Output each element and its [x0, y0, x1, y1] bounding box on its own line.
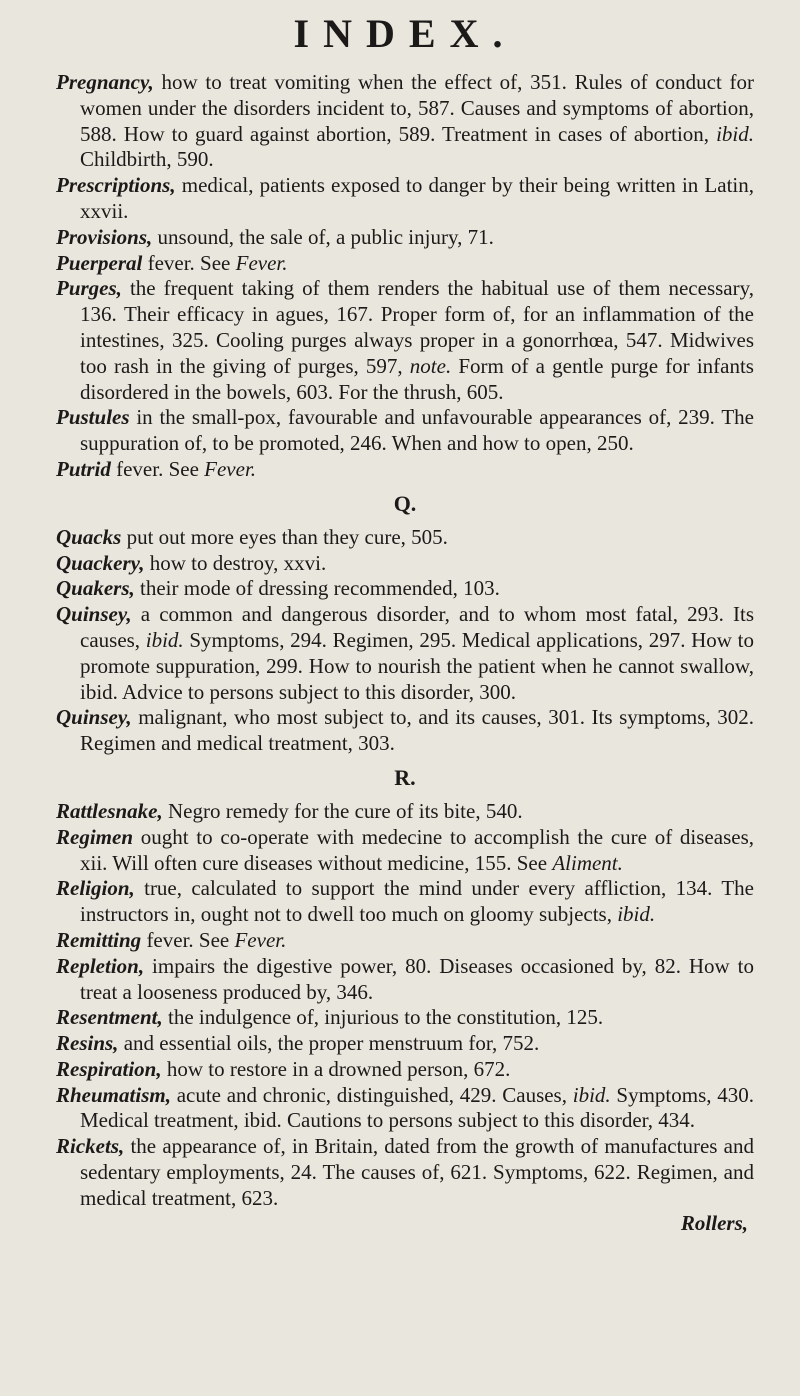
entry-text: fever. See — [141, 927, 235, 952]
entry-text: the appearance of, in Britain, dated from the growth of manufactures and sedentary employments, 24. The causes of, 621. Symptoms, 622. Regimen, and medical treatment, 623. — [80, 1134, 754, 1210]
entry-text: fever. See — [110, 456, 205, 481]
index-entry — [56, 1005, 754, 1031]
entry-text: and essential oils, the proper menstruum for, 752. — [118, 1031, 540, 1056]
entry-text: Negro remedy for the cure of its bite, 540. — [162, 798, 523, 823]
entry-headword: Pregnancy, — [56, 70, 154, 94]
index-entry — [56, 551, 754, 577]
index-entry — [56, 825, 754, 877]
entry-headword: Pustules — [56, 405, 130, 430]
entry-italic-ref: Fever. — [204, 456, 257, 481]
index-entry — [56, 954, 754, 1006]
entry-text: a common and dangerous disorder, and to whom most fatal, 293. Its causes, — [80, 602, 754, 652]
entry-italic-ref: Fever. — [235, 250, 288, 275]
entry-headword: Resentment, — [56, 1005, 163, 1030]
index-entry — [56, 799, 754, 825]
entry-text: fever. See — [142, 250, 236, 275]
entry-headword: Rickets, — [56, 1134, 125, 1159]
entries-p — [56, 70, 754, 483]
entry-text: the indulgence of, injurious to the constitution, 125. — [162, 1005, 604, 1030]
index-entry — [56, 173, 754, 225]
entry-headword: Putrid — [56, 456, 111, 481]
index-entry — [56, 576, 754, 602]
catchword: Rollers, — [680, 1210, 748, 1235]
entry-text: their mode of dressing recommended, 103. — [134, 576, 500, 601]
entry-italic-ref: Aliment. — [552, 850, 623, 875]
entry-headword: Quacks — [56, 524, 122, 549]
section-letter-q: Q. — [393, 490, 417, 516]
index-entry — [56, 1083, 754, 1135]
entry-text: how to destroy, xxvi. — [144, 550, 327, 575]
entry-text: ought to co-operate with medecine to accomplish the cure of diseases, xii. Will often cure diseases without medicine, 155. See — [80, 824, 754, 875]
index-entry — [56, 251, 754, 277]
entry-text: in the small-pox, favourable and unfavourable appearances of, 239. The suppuration of, to be promoted, 246. When and how to open, 250. — [80, 405, 754, 456]
index-entry — [56, 225, 754, 251]
entry-headword: Regimen — [56, 824, 133, 849]
entry-headword: Prescriptions, — [56, 173, 176, 198]
entry-text: the frequent taking of them renders the habitual use of them necessary, 136. Their efficacy in agues, 167. Proper form of, for an inflammation of the intestines, 325. Cooling purges always proper in a gonorrhœa, 547. Midwives too rash in the giving of purges, 597, — [80, 276, 754, 378]
entry-headword: Purges, — [56, 276, 122, 301]
entry-headword: Remitting — [56, 927, 142, 952]
entry-text: put out more eyes than they cure, 505. — [121, 524, 448, 549]
index-entry — [56, 525, 754, 551]
index-entry — [56, 1031, 754, 1057]
entry-headword: Religion, — [56, 876, 135, 901]
index-entry — [56, 1134, 754, 1211]
section-letter-r: R. — [394, 764, 416, 790]
entry-italic-ref: ibid. — [145, 627, 184, 652]
entry-text: how to treat vomiting when the effect of, 351. Rules of conduct for women under the disorders incident to, 587. Causes and symptoms of abortion, 588. How to guard against abortion, 589. Treatment in cases of abortion, — [80, 70, 754, 146]
entry-text-tail: Childbirth, 590. — [80, 147, 214, 172]
index-entry — [56, 705, 754, 757]
index-entry — [56, 876, 754, 928]
entry-text: impairs the digestive power, 80. Diseases occasioned by, 82. How to treat a looseness produced by, 346. — [80, 953, 754, 1004]
entry-text: acute and chronic, distinguished, 429. Causes, — [170, 1082, 573, 1107]
entry-headword: Quinsey, — [56, 602, 132, 627]
index-entry — [56, 457, 754, 483]
entry-headword: Rheumatism, — [56, 1082, 171, 1107]
entry-headword: Quinsey, — [56, 705, 132, 730]
entry-italic-ref: ibid. — [617, 902, 656, 927]
entry-headword: Resins, — [56, 1031, 119, 1056]
entry-headword: Puerperal — [56, 250, 143, 275]
entries-q — [56, 525, 754, 757]
index-entry — [56, 1057, 754, 1083]
entry-italic-ref: ibid. — [716, 121, 754, 146]
entries-r — [56, 799, 754, 1212]
index-entry — [56, 276, 754, 405]
entry-italic-ref: note. — [409, 353, 452, 378]
entry-italic-ref: Fever. — [234, 927, 287, 952]
entry-headword: Quackery, — [56, 550, 145, 575]
entry-italic-ref: ibid. — [572, 1082, 611, 1107]
entry-headword: Provisions, — [56, 224, 153, 249]
running-head: INDEX. — [293, 11, 517, 56]
entry-headword: Quakers, — [56, 576, 135, 601]
entry-text: malignant, who most subject to, and its causes, 301. Its symptoms, 302. Regimen and medical treatment, 303. — [80, 705, 754, 756]
index-entry — [56, 602, 754, 705]
entry-text: unsound, the sale of, a public injury, 71. — [152, 224, 494, 249]
entry-headword: Repletion, — [56, 953, 145, 978]
entry-headword: Respiration, — [56, 1056, 162, 1081]
index-entry — [56, 928, 754, 954]
index-entry — [56, 70, 754, 173]
entry-text-tail: Form of a gentle purge for infants disordered in the bowels, 603. For the thrush, 605. — [80, 353, 754, 404]
entry-text: how to restore in a drowned person, 672. — [161, 1056, 511, 1081]
entry-text: true, calculated to support the mind under every affliction, 134. The instructors in, ought not to dwell too much on gloomy subjects, — [80, 876, 754, 927]
entry-text: medical, patients exposed to danger by their being written in Latin, xxvii. — [80, 173, 754, 223]
entry-text-tail: Symptoms, 430. Medical treatment, ibid. Cautions to persons subject to this disorder, 434. — [80, 1082, 754, 1133]
index-entry — [56, 405, 754, 457]
entry-text-tail: Symptoms, 294. Regimen, 295. Medical applications, 297. How to promote suppuration, 299. How to nourish the patient when he cannot swallow, ibid. Advice to persons subject to this disorder, 300. — [80, 627, 754, 704]
entry-headword: Rattlesnake, — [56, 798, 163, 823]
